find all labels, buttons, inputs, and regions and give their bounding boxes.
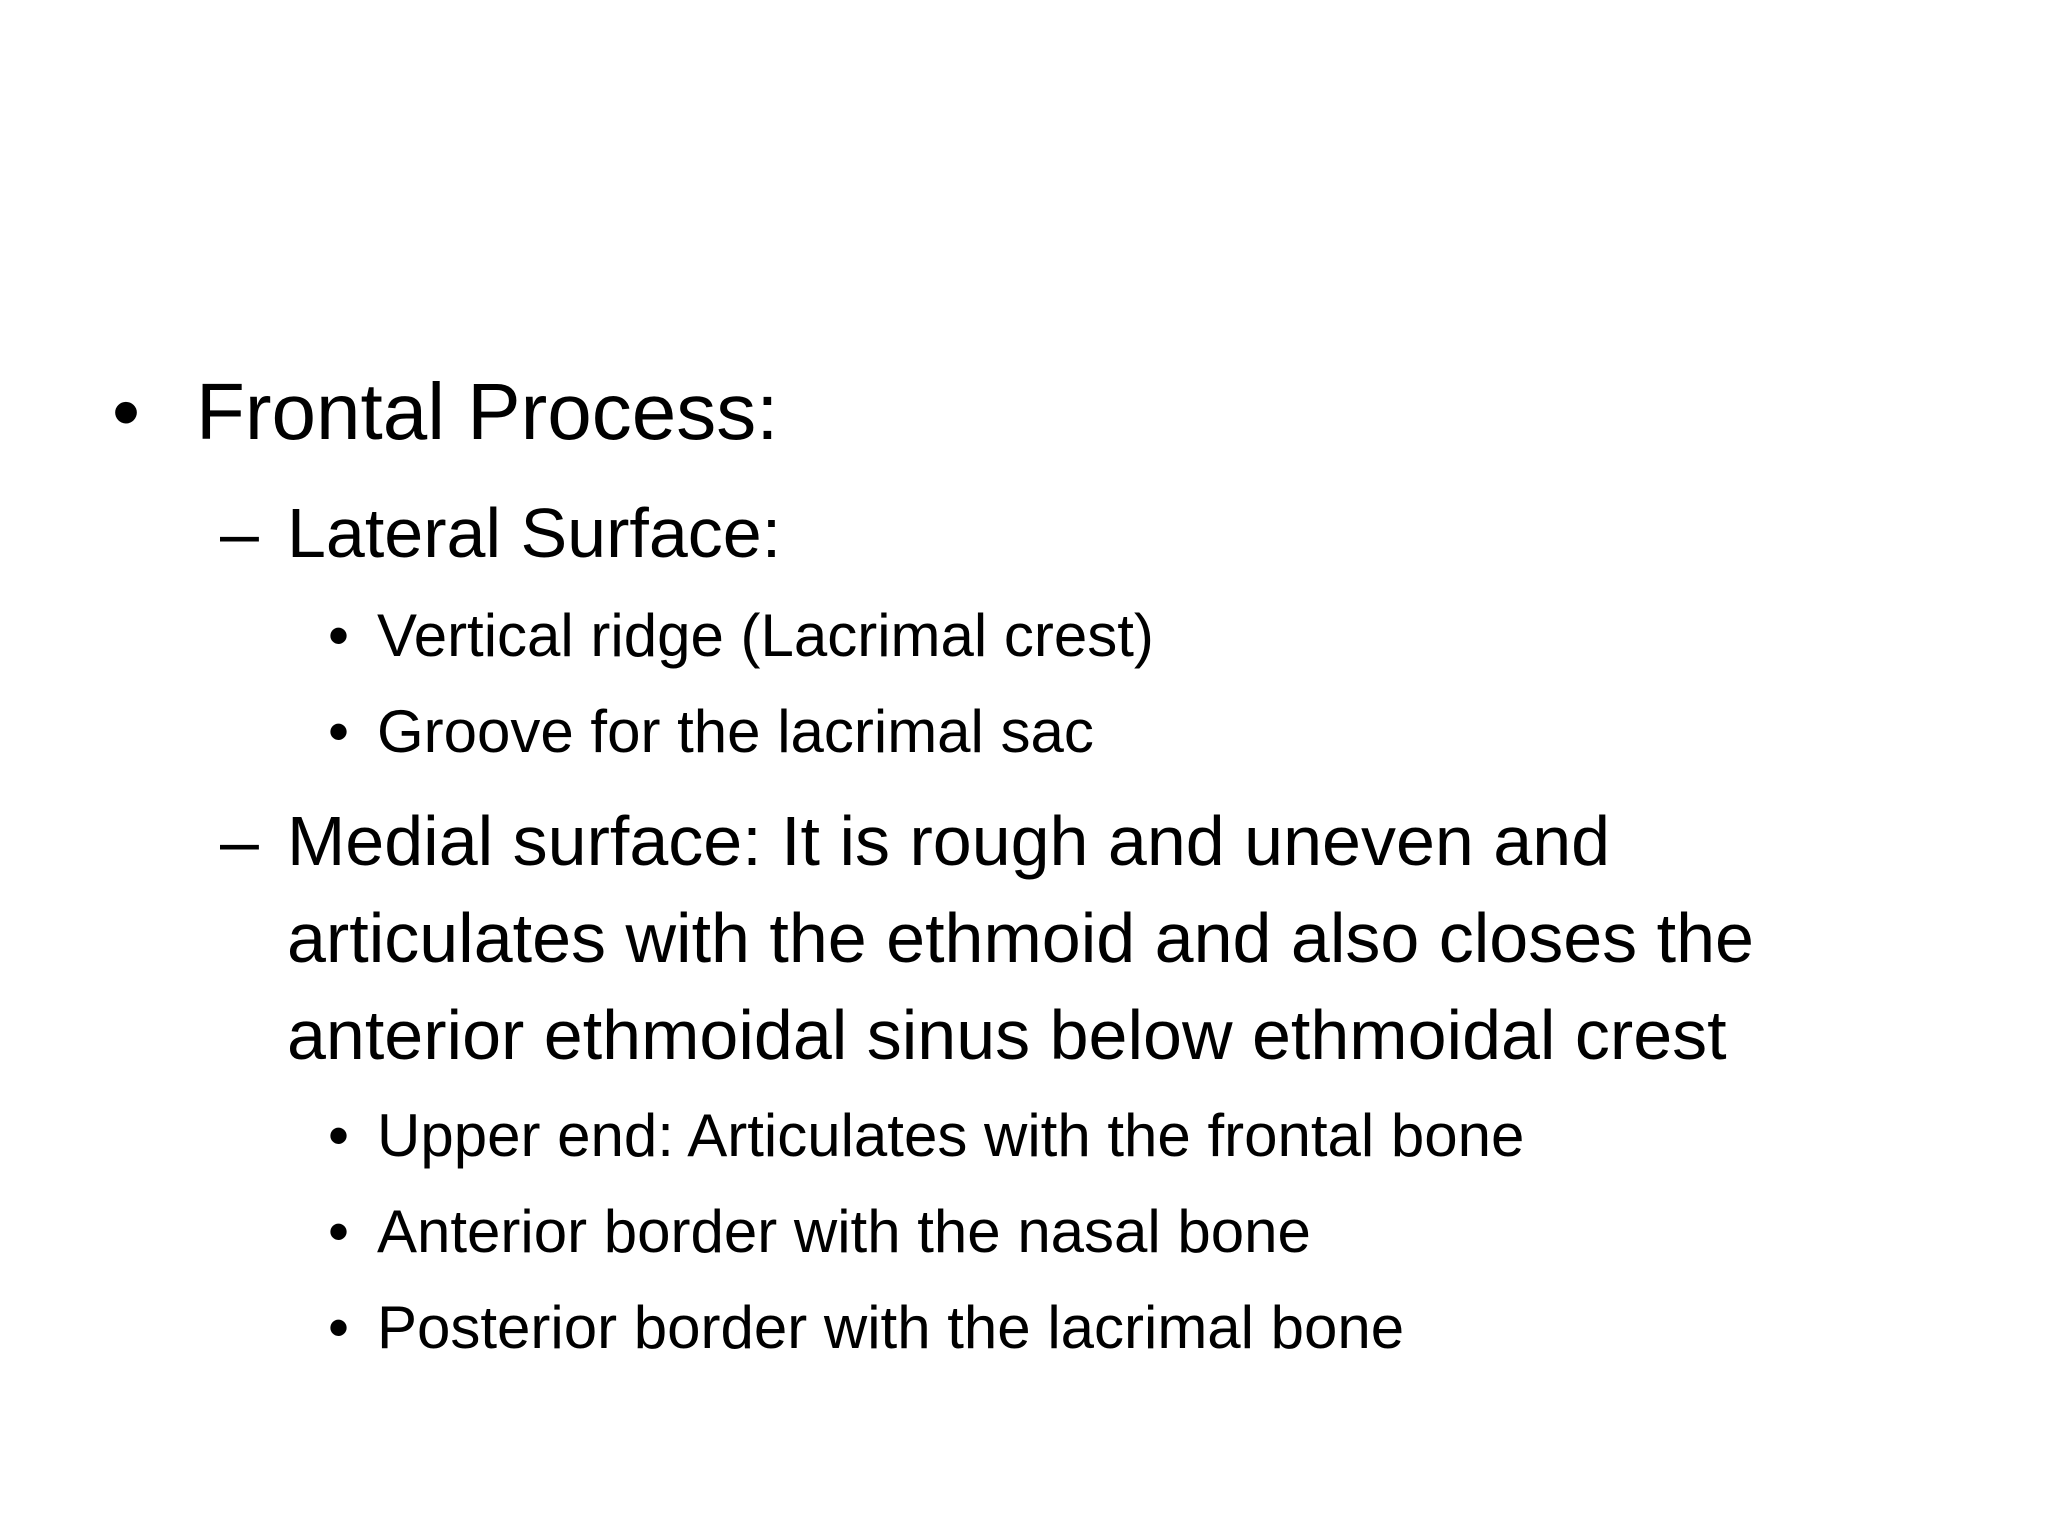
medial-item: Anterior border with the nasal bone <box>377 1198 1311 1265</box>
level3-bullet: • <box>328 602 350 669</box>
level2-dash: – <box>220 494 259 572</box>
lateral-item: Vertical ridge (Lacrimal crest) <box>377 602 1154 669</box>
lateral-surface-heading: Lateral Surface: <box>287 494 782 572</box>
level1-bullet: • <box>112 367 141 456</box>
medial-surface-line: Medial surface: It is rough and uneven and <box>287 802 1611 880</box>
level2-dash: – <box>220 802 259 880</box>
frontal-process-heading: Frontal Process: <box>196 367 779 456</box>
medial-surface-line: anterior ethmoidal sinus below ethmoidal crest <box>287 996 1727 1074</box>
lateral-item: Groove for the lacrimal sac <box>377 698 1094 765</box>
medial-item: Posterior border with the lacrimal bone <box>377 1294 1405 1361</box>
level3-bullet: • <box>328 698 350 765</box>
level3-bullet: • <box>328 1294 350 1361</box>
level3-bullet: • <box>328 1102 350 1169</box>
medial-surface-line: articulates with the ethmoid and also closes the <box>287 899 1754 977</box>
level3-bullet: • <box>328 1198 350 1265</box>
medial-item: Upper end: Articulates with the frontal bone <box>377 1102 1525 1169</box>
